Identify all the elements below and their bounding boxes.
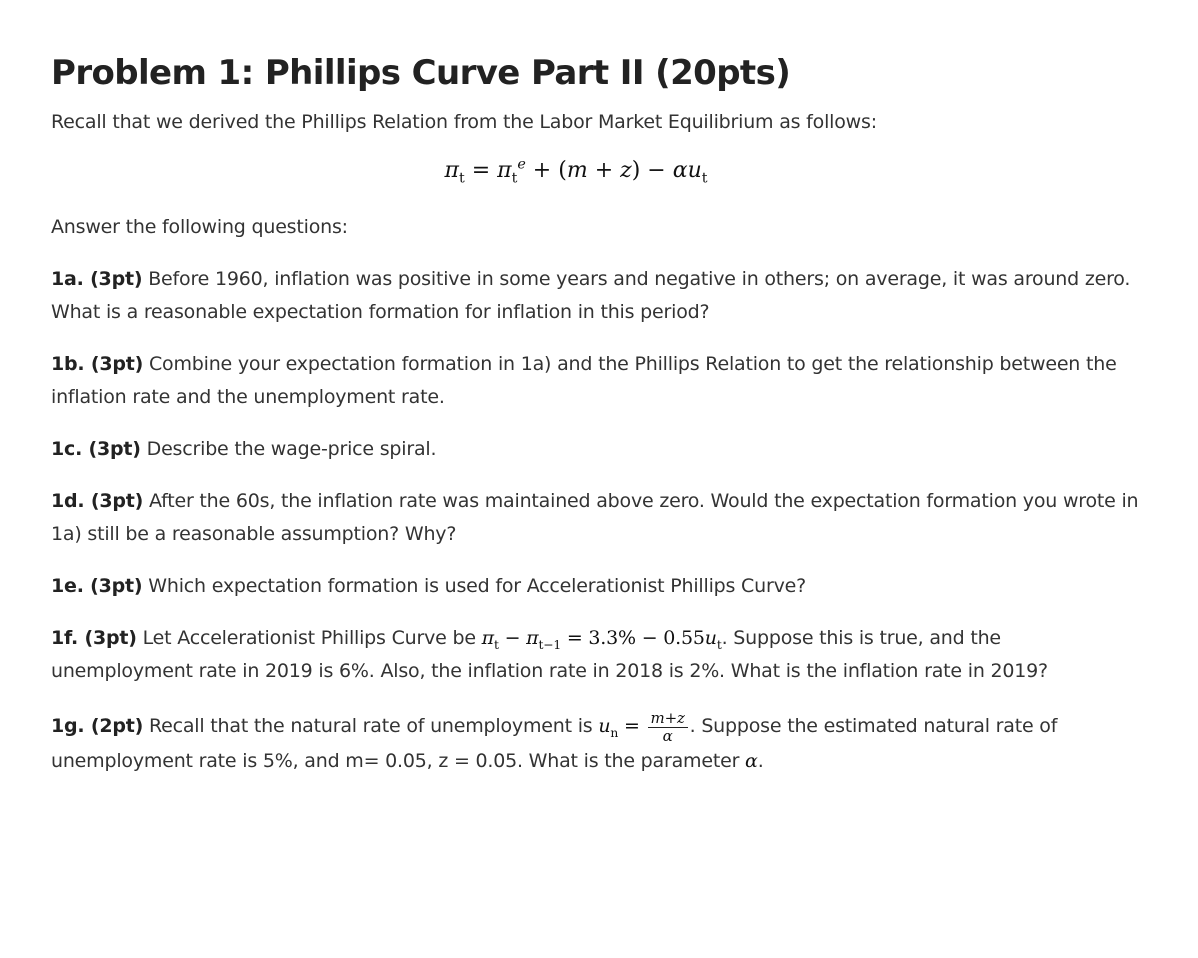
question-1b xyxy=(51,348,1141,414)
question-text: After the 60s, the inflation rate was maintained above zero. Would the expectation formation you wrote in 1a) still be a reasonable assumption? Why? xyxy=(51,490,1139,545)
problem-page xyxy=(51,50,1141,778)
question-text-end: . xyxy=(757,750,764,772)
question-label: 1f. (3pt) xyxy=(51,627,137,649)
question-text: Which expectation formation is used for Accelerationist Phillips Curve? xyxy=(148,575,806,597)
question-1a xyxy=(51,263,1141,329)
question-1e xyxy=(51,570,1141,603)
question-text-continued: . Suppose the estimated natural rate of unemployment rate is 5%, and m= 0.05, z = 0.05. What is the parameter xyxy=(51,715,1058,772)
question-label: 1e. (3pt) xyxy=(51,575,143,597)
accelerationist-equation: $\pi_t - \pi_{t-1} = 3.3\% - 0.55u_t$ xyxy=(481,627,722,652)
question-1c xyxy=(51,433,1141,466)
question-1d xyxy=(51,485,1141,551)
question-label: 1b. (3pt) xyxy=(51,353,144,375)
question-text-continued: . Suppose this is true, and the unemployment rate in 2019 is 6%. Also, the inflation rate in 2018 is 2%. What is the inflation rate in 2019? xyxy=(51,627,1048,682)
question-text: Before 1960, inflation was positive in some years and negative in others; on average, it was around zero. What is a reasonable expectation formation for inflation in this period? xyxy=(51,268,1131,323)
problem-title: Problem 1: Phillips Curve Part II (20pts) xyxy=(51,53,791,93)
question-label: 1d. (3pt) xyxy=(51,490,144,512)
question-1f xyxy=(51,622,1141,688)
question-text: Combine your expectation formation in 1a) and the Phillips Relation to get the relationship between the inflation rate and the unemployment rate. xyxy=(51,353,1117,408)
question-label: 1g. (2pt) xyxy=(51,715,144,737)
phillips-relation-equation: $\pi_t = \pi_t^e + (m + z) - \alpha u_t$ xyxy=(444,156,708,187)
question-text: Describe the wage-price spiral. xyxy=(146,438,437,460)
question-1g xyxy=(51,710,1141,778)
alpha-symbol: α xyxy=(745,750,758,772)
question-text: Let Accelerationist Phillips Curve be xyxy=(142,627,476,649)
question-text: Recall that the natural rate of unemployment is xyxy=(148,715,593,737)
question-label: 1a. (3pt) xyxy=(51,268,143,290)
question-label: 1c. (3pt) xyxy=(51,438,141,460)
intro-text: Recall that we derived the Phillips Relation from the Labor Market Equilibrium as follows: xyxy=(51,111,877,133)
natural-rate-equation: $u_n$ = $\frac{m+z}{\alpha}$ xyxy=(598,715,689,737)
answer-intro-text: Answer the following questions: xyxy=(51,216,348,238)
